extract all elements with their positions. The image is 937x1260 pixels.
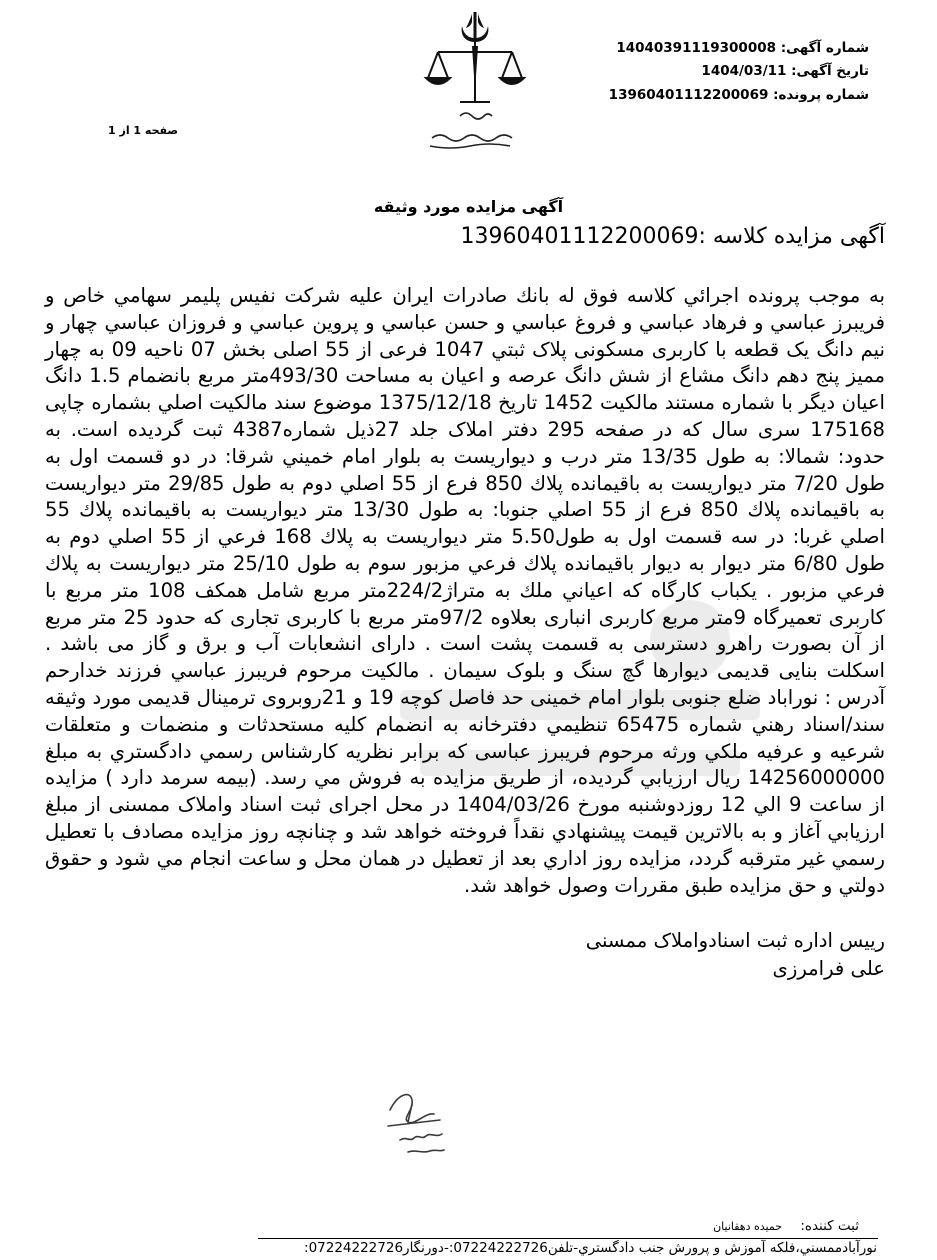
case-number-value: 13960401112200069 [608, 87, 769, 103]
ad-number-line [616, 40, 869, 56]
ad-date-line [701, 63, 869, 79]
case-number-line [609, 87, 869, 103]
ad-number-value: 14040391119300008 [616, 40, 776, 56]
registrar-line [713, 1218, 859, 1234]
page-indicator: صفحه 1 از 1 [108, 124, 179, 137]
case-number-label: شماره پرونده: [773, 87, 869, 103]
judiciary-emblem-logo [400, 6, 550, 156]
ad-date-value: 1404/03/11 [701, 63, 787, 79]
registrar-label: ثبت کننده: [800, 1218, 859, 1234]
footer-divider [258, 1238, 878, 1239]
document-title: آگهی مزایده مورد وثیقه [373, 197, 564, 216]
registrar-name: حمیده دهقانیان [713, 1220, 783, 1233]
ad-number-label: شماره آگهی: [780, 40, 869, 56]
signatory-name: علی فرامرزی [772, 957, 885, 980]
handwritten-signature [348, 1052, 498, 1172]
ad-date-label: تاریخ آگهی: [791, 63, 869, 79]
auction-notice-body: به موجب پرونده اجرائي كلاسه فوق له بانك صادرات ايران عليه شركت نفيس پليمر سهامي خاص و فريبرز عباسي و فرهاد عباسي و فروغ عباسي و حسن عباسي و پروين عباسي و فروزان عباسي چهار و نيم دانگ يک قطعه با کاربری مسکونی پلاک ثبتي 1047 فرعی از 55 اصلی بخش 07 ناحيه 09 به چهار مميز پنج دهم دانگ مشاع از شش دانگ عرصه و اعيان به مساحت 493/30متر مربع بانضمام 1.5 دانگ اعيان ديگر با شماره مستند مالكيت 1452 تاريخ 1375/12/18 موضوع سند مالكيت اصلي بشماره چاپی 175168 سری سال که در صفحه 295 دفتر املاک جلد 27ذيل شماره4387 ثبت گرديده است. به حدود: شمالا: به طول 13/35 متر درب و ديواريست به بلوار امام خميني شرقا: در دو قسمت اول به طول 7/20 متر ديواريست به باقيمانده پلاك 850 فرع از 55 اصلي دوم به طول 29/85 متر ديواريست به باقيمانده پلاك 850 فرع از 55 اصلي جنوبا: به طول 13/30 متر ديواريست به باقيمانده پلاك 55 اصلي غربا: در سه قسمت اول به طول5.50 متر ديواريست به پلاك 168 فرعي از 55 اصلي دوم به طول 6/80 متر ديوار به ديوار باقيمانده پلاك فرعي مزبور سوم به طول 25/10 متر ديواريست به پلاك فرعي مزبور . يكباب كارگاه كه اعياني ملك به متراژ224/2متر مربع شامل همكف 108 متر مربع با كاربری تعميرگاه 9متر مربع كاربری انباری بعلاوه 97/2متر مربع با كاربری تجاری كه حدود 25 متر مربع از آن بصورت راهرو دسترسی به قسمت پشت است . دارای انشعابات آب و برق و گاز می باشد . اسكلت بنايی قديمی ديوارها گچ سنگ و بلوک سيمان . مالكيت مرحوم فريبرز عباسي فرزند خدارحم آدرس : نوراباد ضلع جنوبی بلوار امام خمينی حد فاصل كوچه 19 و 21روبروی ترمينال قديمی مورد وثيقه سند/اسناد رهني شماره 65475 تنظيمي دفترخانه به انضمام كليه مستحدثات و منضمات و متعلقات شرعيه و عرفيه ملكي ورثه مرحوم فريبرز عباسی كه برابر نظريه كارشناس رسمي دادگستري به مبلغ 14256000000 ريال ارزيابي گرديده، از طريق مزايده به فروش مي رسد. (بيمه سرمد دارد ) مزايده از ساعت 9 الي 12 روزدوشنبه مورخ 1404/03/26 در محل اجرای ثبت اسناد واملاک ممسنی از مبلغ ارزيابي آغاز و به بالاترين قيمت پيشنهادي نقداً فروخته خواهد شد و چنانچه روز مزايده مصادف با تعطيل رسمي غير مترقبه گردد، مزايده روز اداري بعد از تعطيل در همان محل و ساعت انجام مي شود و حقوق دولتي و حق مزايده طبق مقررات وصول خواهد شد. [45, 284, 886, 897]
footer-contact: نورآبادممسني،فلكه آموزش و پرورش جنب دادگستري-تلفن07224222726:-دورنگار07224222726: [304, 1240, 877, 1256]
signatory-title: رییس اداره ثبت اسنادواملاک ممسنی [585, 929, 885, 952]
document-subtitle: آگهی مزایده کلاسه :13960401112200069 [460, 224, 885, 249]
